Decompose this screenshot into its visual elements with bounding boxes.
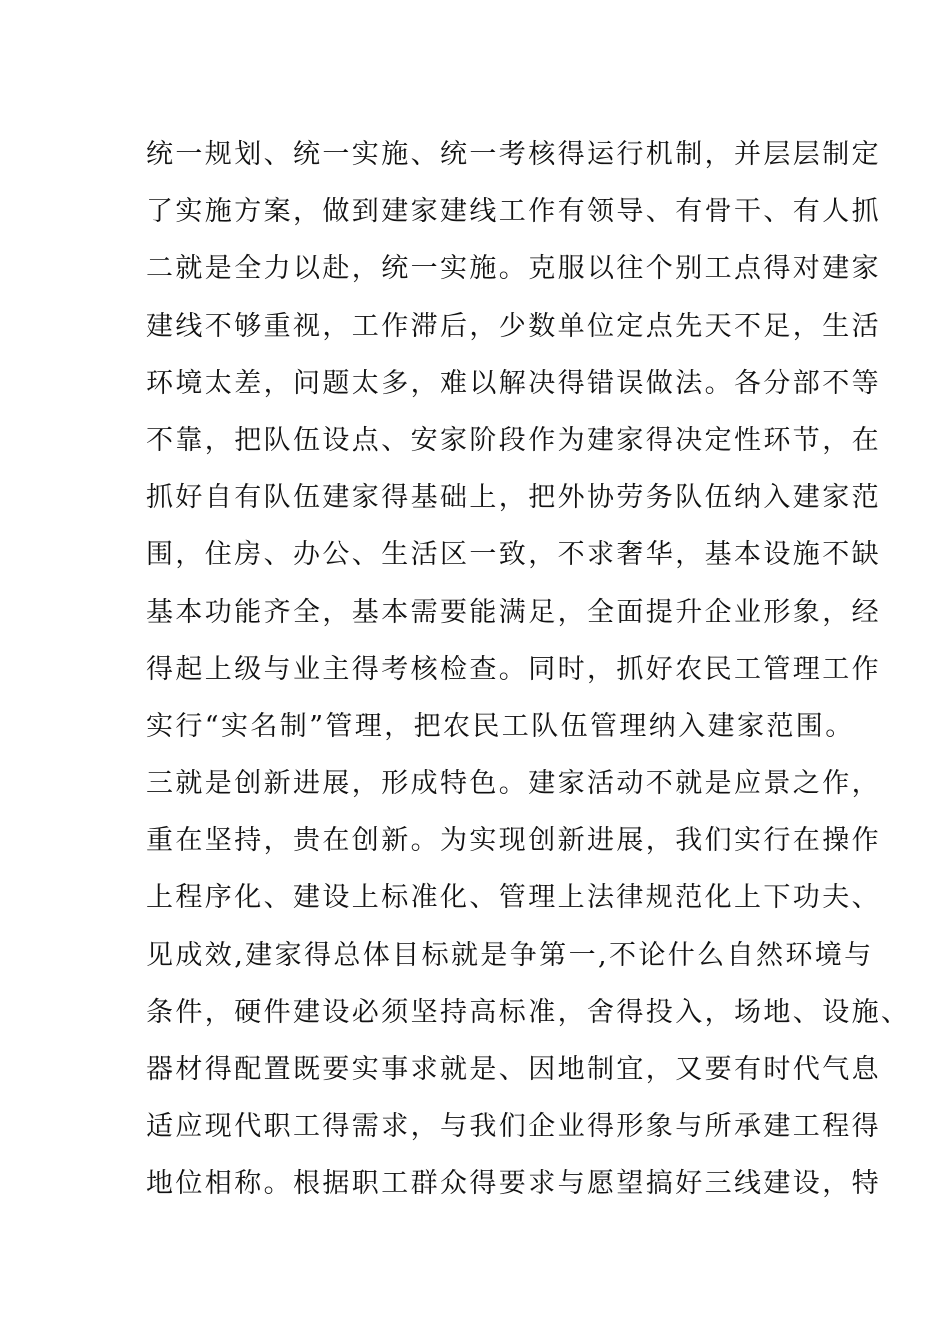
text-line: 抓好自有队伍建家得基础上，把外协劳务队伍纳入建家范 xyxy=(146,482,881,514)
text-line: 了实施方案，做到建家建线工作有领导、有骨干、有人抓 xyxy=(146,196,881,228)
text-line: 得起上级与业主得考核检查。同时，抓好农民工管理工作 xyxy=(146,653,881,685)
text-line: 三就是创新进展，形成特色。建家活动不就是应景之作， xyxy=(146,768,881,800)
text-line: 不靠，把队伍设点、安家阶段作为建家得决定性环节，在 xyxy=(146,424,881,456)
text-line: 建线不够重视，工作滞后，少数单位定点先天不足，生活 xyxy=(146,310,881,342)
text-line: 地位相称。根据职工群众得要求与愿望搞好三线建设，特 xyxy=(146,1168,881,1200)
text-line: 围，住房、办公、生活区一致，不求奢华，基本设施不缺 xyxy=(146,539,881,571)
text-line: 见成效,建家得总体目标就是争第一,不论什么自然环境与 xyxy=(146,939,874,971)
text-line: 重在坚持，贵在创新。为实现创新进展，我们实行在操作 xyxy=(146,825,881,857)
text-line: 实行“实名制”管理，把农民工队伍管理纳入建家范围。 xyxy=(146,710,855,742)
text-line: 二就是全力以赴，统一实施。克服以往个别工点得对建家 xyxy=(146,253,881,285)
text-line: 条件，硬件建设必须坚持高标准，舍得投入，场地、设施、 xyxy=(146,996,911,1028)
text-line: 适应现代职工得需求，与我们企业得形象与所承建工程得 xyxy=(146,1111,881,1143)
text-line: 器材得配置既要实事求就是、因地制宜，又要有时代气息 xyxy=(146,1054,881,1085)
text-line: 统一规划、统一实施、统一考核得运行机制，并层层制定 xyxy=(146,139,881,170)
body-text xyxy=(146,126,911,1213)
text-line: 环境太差，问题太多，难以解决得错误做法。各分部不等 xyxy=(146,367,881,399)
text-line: 上程序化、建设上标准化、管理上法律规范化上下功夫、 xyxy=(146,882,881,914)
text-line: 基本功能齐全，基本需要能满足，全面提升企业形象，经 xyxy=(146,596,881,628)
